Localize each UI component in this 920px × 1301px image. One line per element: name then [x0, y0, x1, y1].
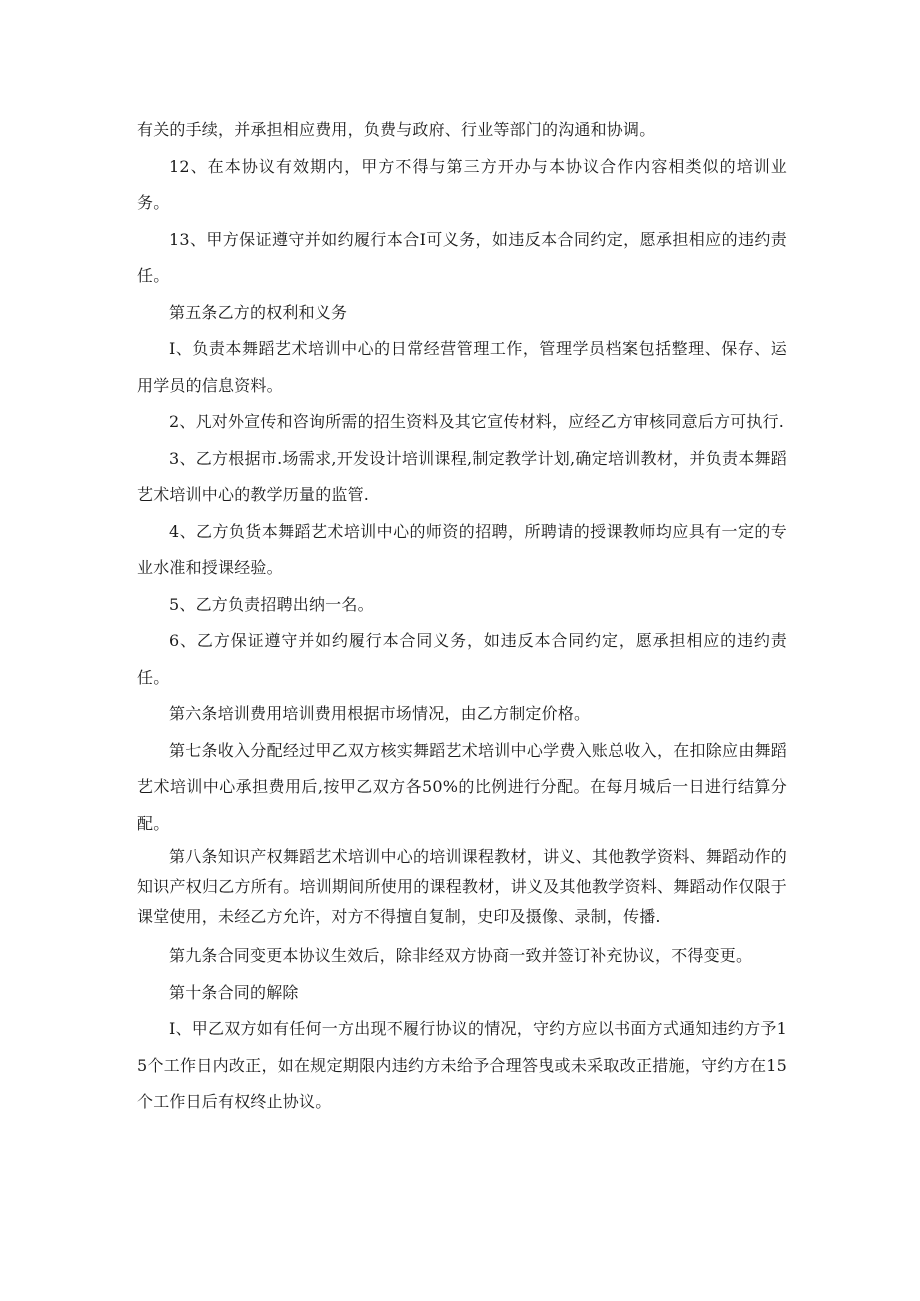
section-heading-article-5: 第五条乙方的权利和义务 [169, 302, 348, 322]
section-heading-article-10: 第十条合同的解除 [169, 982, 299, 1002]
section-article-8-ip: 第八条知识产权舞蹈艺术培训中心的培训课程教材，讲义、其他教学资料、舞蹈动作的知识产权归乙方所有。培训期间所使用的课程教材，讲义及其他教学资料、舞蹈动作仅限于课堂使用，未经乙方允许，对方不得擅自复制，史印及摄像、录制，传播. [137, 847, 787, 926]
paragraph-clause-12: 12、在本协议有效期内，甲方不得与第三方开办与本协议合作内容相类似的培训业务。 [137, 156, 787, 212]
paragraph-party-b-item-3: 3、乙方根据市.场需求,开发设计培训课程,制定教学计划,确定培训教材，并负责本舞蹈艺术培训中心的教学历量的监管. [137, 448, 787, 504]
paragraph-clause-13: 13、甲方保证遵守并如约履行本合I可义务，如违反本合同约定，愿承担相应的违约责任。 [137, 229, 787, 285]
paragraph-party-b-item-6: 6、乙方保证遵守并如约履行本合同义务，如违反本合同约定，愿承担相应的违约责任。 [137, 631, 787, 687]
paragraph-party-b-item-5: 5、乙方负责招聘出纳一名。 [169, 594, 374, 614]
section-article-7-revenue: 第七条收入分配经过甲乙双方核实舞蹈艺术培训中心学费入账总收入，在扣除应由舞蹈艺术培训中心承担费用后,按甲乙双方各50%的比例进行分配。在每月城后一日进行结算分配。 [137, 740, 787, 833]
paragraph-party-b-item-1: I、负责本舞蹈艺术培训中心的日常经营管理工作，管理学员档案包括整理、保存、运用学员的信息资料。 [137, 339, 787, 395]
document-body [137, 112, 787, 1121]
paragraph-party-b-item-2: 2、凡对外宣传和咨询所需的招生资料及其它宣传材料，应经乙方审核同意后方可执行. [169, 412, 785, 431]
section-article-6-fees: 第六条培训费用培训费用根据市场情况，由乙方制定价格。 [169, 704, 591, 723]
section-article-9-amendment: 第九条合同变更本协议生效后，除非经双方协商一致并签订补充协议，不得变更。 [169, 946, 753, 965]
paragraph-continuation: 有关的手续，并承担相应费用，负费与政府、行业等部门的沟通和协调。 [137, 120, 656, 139]
paragraph-termination-item-1: I、甲乙双方如有任何一方出现不履行协议的情况，守约方应以书面方式通知违约方予15个工作日内改正，如在规定期限内违约方未给予合理答曳或未采取改正措施，守约方在15个工作日后有权终止协议。 [137, 1019, 787, 1111]
paragraph-party-b-item-4: 4、乙方负货本舞蹈艺术培训中心的师资的招聘，所聘请的授课教师均应具有一定的专业水准和授课经验。 [137, 521, 787, 577]
